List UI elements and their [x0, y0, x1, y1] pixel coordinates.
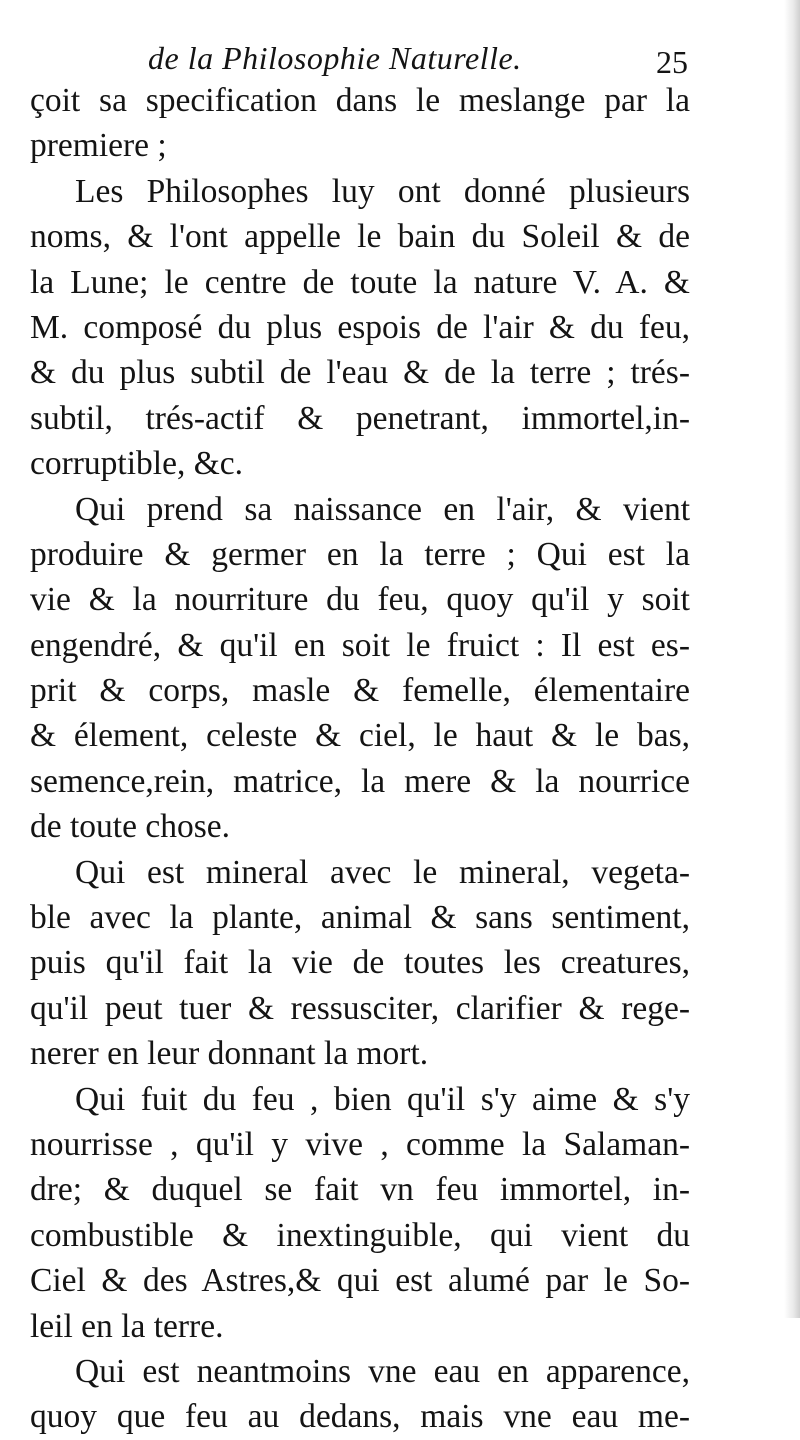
text-line: prit & corps, masle & femelle, élementaire	[30, 672, 690, 710]
text-line: çoit sa specification dans le meslange par la	[30, 82, 690, 119]
text-line: qu'il peut tuer & ressusciter, clarifier & rege-	[30, 989, 690, 1027]
text-line: nerer en leur donnant la mort.	[30, 1035, 429, 1073]
text-line: noms, & l'ont appelle le bain du Soleil & de	[30, 218, 690, 256]
text-line: dre; & duquel se fait vn feu immortel, in-	[30, 1171, 690, 1209]
text-line: leil en la terre.	[30, 1307, 224, 1345]
text-line: M. composé du plus espois de l'air & du feu,	[30, 308, 690, 346]
running-title: de la Philosophie Naturelle.	[148, 40, 522, 76]
text-line: Ciel & des Astres,& qui est alumé par le So-	[30, 1262, 690, 1300]
text-line: de toute chose.	[30, 808, 231, 846]
paragraph-first-line: Qui est mineral avec le mineral, vegeta-	[75, 853, 690, 891]
text-line: engendré, & qu'il en soit le fruict : Il est es-	[30, 626, 690, 664]
text-line: subtil, trés-actif & penetrant, immortel,in-	[30, 399, 690, 437]
text-line: vie & la nourriture du feu, quoy qu'il y soit	[30, 581, 690, 619]
text-line: & du plus subtil de l'eau & de la terre ; trés-	[30, 354, 690, 392]
paragraph-first-line: Qui fuit du feu , bien qu'il s'y aime & s'y	[75, 1080, 690, 1118]
text-line: puis qu'il fait la vie de toutes les creatures,	[30, 944, 690, 982]
text-line: semence,rein, matrice, la mere & la nourrice	[30, 762, 690, 800]
text-line: premiere ;	[30, 127, 167, 165]
text-line: combustible & inextinguible, qui vient du	[30, 1216, 690, 1254]
text-line: produire & germer en la terre ; Qui est la	[30, 535, 690, 573]
body-text	[30, 78, 690, 1440]
text-line: ble avec la plante, animal & sans sentiment,	[30, 899, 690, 937]
text-line: quoy que feu au dedans, mais vne eau me-	[30, 1398, 690, 1436]
text-line: corruptible, &c.	[30, 445, 244, 483]
text-line: la Lune; le centre de toute la nature V. A. &	[30, 263, 690, 301]
page-edge-shadow	[784, 0, 800, 1318]
text-line: nourrisse , qu'il y vive , comme la Salaman-	[30, 1125, 690, 1163]
paragraph-first-line: Qui prend sa naissance en l'air, & vient	[75, 490, 690, 528]
paragraph-first-line: Les Philosophes luy ont donné plusieurs	[75, 172, 690, 210]
text-line: & élement, celeste & ciel, le haut & le bas,	[30, 717, 690, 755]
page-number: 25	[656, 44, 688, 80]
paragraph-first-line: Qui est neantmoins vne eau en apparence,	[75, 1352, 690, 1390]
